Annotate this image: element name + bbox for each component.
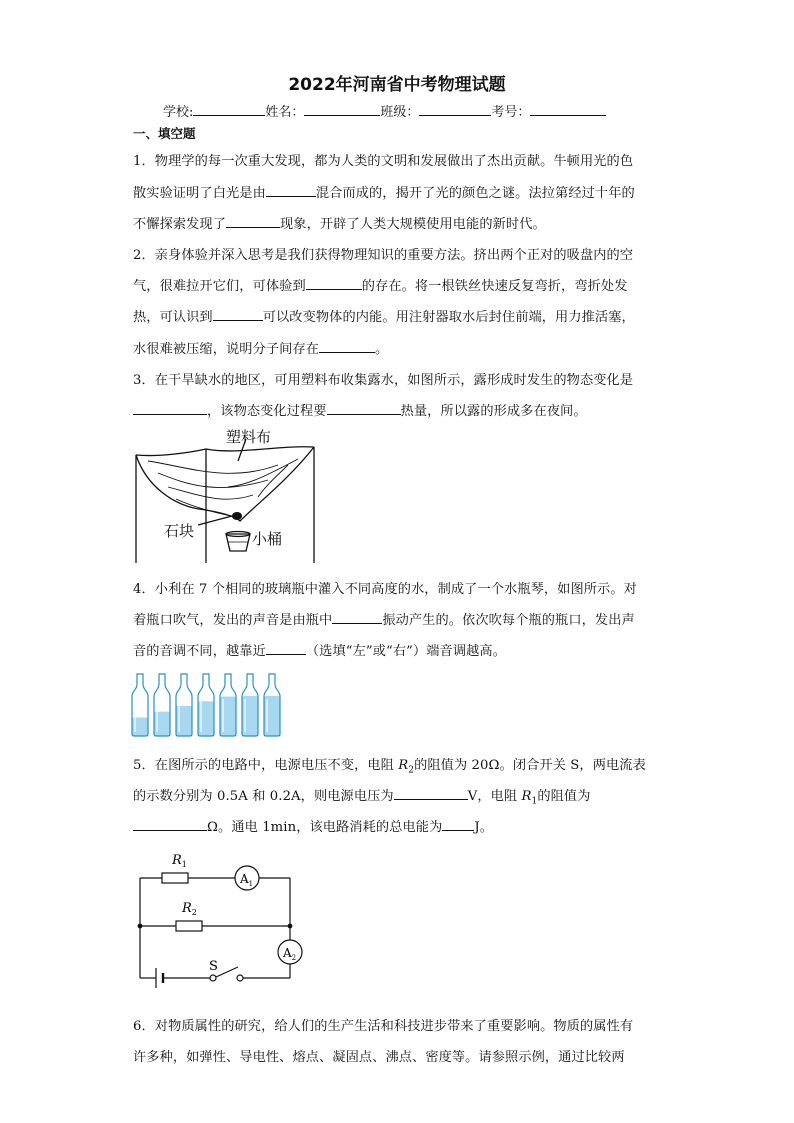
water-fill: [132, 717, 148, 736]
q5-blank-3[interactable]: [442, 817, 474, 831]
q2-line2: [133, 275, 628, 294]
switch-s: [216, 967, 238, 977]
water-fill: [198, 701, 214, 736]
q3-text: 热量，所以露的形成多在夜间。: [400, 404, 587, 419]
q4-line3: [133, 640, 506, 659]
switch-contact: [210, 975, 216, 981]
name-label: 姓名：: [265, 105, 305, 120]
q4-blank-2[interactable]: [266, 641, 306, 655]
q1-text: 散实验证明了白光是由: [133, 186, 266, 201]
plastic-fold: [168, 487, 253, 499]
q2-text: 可以改变物体的内能。用注射器取水后封住前端，用力推活塞，: [262, 310, 635, 325]
switch-contact: [237, 975, 243, 981]
school-label: 学校:: [163, 105, 194, 120]
q3-blank-2[interactable]: [327, 401, 401, 415]
q6-line2: 许多种，如弹性、导电性、熔点、凝固点、沸点、密度等。请参照示例，通过比较两: [133, 1050, 625, 1065]
bottle: [132, 674, 148, 736]
resistor-r2: [176, 921, 202, 931]
water-fill: [220, 697, 236, 736]
school-blank[interactable]: [193, 103, 265, 116]
q5-sub: 1: [531, 796, 538, 807]
q4-line2: [133, 609, 635, 628]
plastic-sheet-sag: [136, 447, 314, 521]
name-blank[interactable]: [304, 103, 380, 116]
student-info-row: [163, 101, 606, 120]
q5-blank-1[interactable]: [394, 786, 468, 800]
water-fill: [176, 706, 192, 736]
q5-line2: [133, 785, 591, 807]
q2-text: 水很难被压缩，说明分子间存在: [133, 342, 320, 357]
class-label: 班级：: [380, 105, 420, 120]
q2-blank-1[interactable]: [306, 276, 362, 290]
water-fill: [242, 696, 258, 736]
q5-line1: [133, 754, 646, 776]
q2-text: 气，很难拉开它们，可体验到: [133, 279, 306, 294]
class-blank[interactable]: [419, 103, 491, 116]
stone-icon: [232, 512, 242, 520]
q3-blank-1[interactable]: [133, 401, 207, 415]
bottle: [198, 674, 214, 736]
plastic-fold: [148, 461, 278, 473]
q5-line3: [133, 816, 493, 835]
circuit-diagram: [134, 846, 310, 994]
q4-line1: 4．小利在 7 个相同的玻璃瓶中灌入不同高度的水，制成了一个水瓶琴，如图所示。对: [133, 582, 637, 597]
q3-text: ，该物态变化过程要: [207, 404, 327, 419]
plastic-sheet-top-edge: [136, 447, 314, 456]
q5-blank-2[interactable]: [133, 817, 207, 831]
q5-text: 的阻值为: [537, 789, 591, 804]
q2-line3: [133, 306, 635, 325]
section-title: 一、填空题: [133, 126, 196, 141]
q2-text: 热，可认识到: [133, 310, 213, 325]
q4-text: 着瓶口吹气，发出的声音是由瓶中: [133, 613, 333, 628]
a2-label: $A_2$: [283, 946, 297, 962]
water-fill: [154, 712, 170, 736]
exam-no-label: 考号：: [491, 105, 531, 120]
q2-line1: 2．亲身体验并深入思考是我们获得物理知识的重要方法。挤出两个正对的吸盘内的空: [133, 248, 634, 263]
q5-sub: 2: [408, 765, 415, 776]
bottle: [264, 674, 280, 736]
a1-label: $A_1$: [240, 872, 254, 888]
q5-text: Ω。通电 1min，该电路消耗的总电能为: [207, 820, 443, 835]
switch-label: S: [209, 959, 218, 974]
q4-text: 振动产生的。依次吹每个瓶的瓶口，发出声: [382, 613, 635, 628]
q2-text: 的存在。将一根铁丝快速反复弯折，弯折处发: [361, 279, 628, 294]
r2-label: $R_2$: [182, 901, 197, 917]
q1-text: 现象，开辟了人类大规模使用电能的新时代。: [280, 217, 546, 232]
q2-blank-2[interactable]: [213, 307, 263, 321]
bottle: [154, 674, 170, 736]
q5-text: 5．在图所示的电路中，电源电压不变，电阻: [133, 758, 399, 773]
q2-line4: [133, 338, 388, 357]
q6-line1: 6．对物质属性的研究，给人们的生产生活和科技进步带来了重要影响。物质的属性有: [133, 1019, 634, 1034]
q1-text: 混合而成的，揭开了光的颜色之谜。法拉第经过十年的: [315, 186, 635, 201]
q1-line3: [133, 213, 546, 232]
q5-text: 的示数分别为 0.5A 和 0.2A，则电源电压为: [133, 789, 394, 804]
bottle: [220, 674, 236, 736]
label-stone: 石块: [164, 522, 195, 540]
r1-label: $R_1$: [172, 853, 187, 869]
label-plastic-sheet: 塑料布: [226, 428, 272, 446]
q5-text: J。: [474, 820, 494, 835]
q1-blank-2[interactable]: [226, 214, 280, 228]
plastic-fold: [158, 473, 268, 488]
q2-blank-3[interactable]: [319, 339, 375, 353]
junction-node: [138, 924, 143, 929]
bottle: [176, 674, 192, 736]
q3-line1: 3．在干旱缺水的地区，可用塑料布收集露水，如图所示，露形成时发生的物态变化是: [133, 373, 634, 388]
exam-no-blank[interactable]: [530, 103, 606, 116]
q1-blank-1[interactable]: [266, 183, 316, 197]
resistor-r1: [162, 873, 188, 883]
bottle: [242, 674, 258, 736]
q5-text: V，电阻: [467, 789, 522, 804]
q3-line2: [133, 400, 587, 419]
q1-line1: 1．物理学的每一次重大发现，都为人类的文明和发展做出了杰出贡献。牛顿用光的色: [133, 154, 634, 169]
label-pointer-stone: [198, 516, 232, 525]
q5-text: 的阻值为 20Ω。闭合开关 S，两电流表: [414, 758, 646, 773]
label-bucket: 小桶: [252, 530, 283, 548]
q1-line2: [133, 182, 635, 201]
q5-var: R: [521, 789, 532, 804]
q4-text: 音的音调不同，越靠近: [133, 644, 266, 659]
q2-text: 。: [375, 342, 389, 357]
q4-text: （选填“左”或“右”）端音调越高。: [305, 644, 506, 659]
page-title: 2022年河南省中考物理试题: [288, 75, 506, 95]
q5-var: R: [398, 758, 409, 773]
junction-node: [288, 924, 293, 929]
q4-blank-1[interactable]: [332, 610, 382, 624]
q1-text: 不懈探索发现了: [133, 217, 227, 232]
dew-collection-figure: [128, 425, 328, 571]
water-bottle-xylophone-figure: [130, 672, 284, 738]
